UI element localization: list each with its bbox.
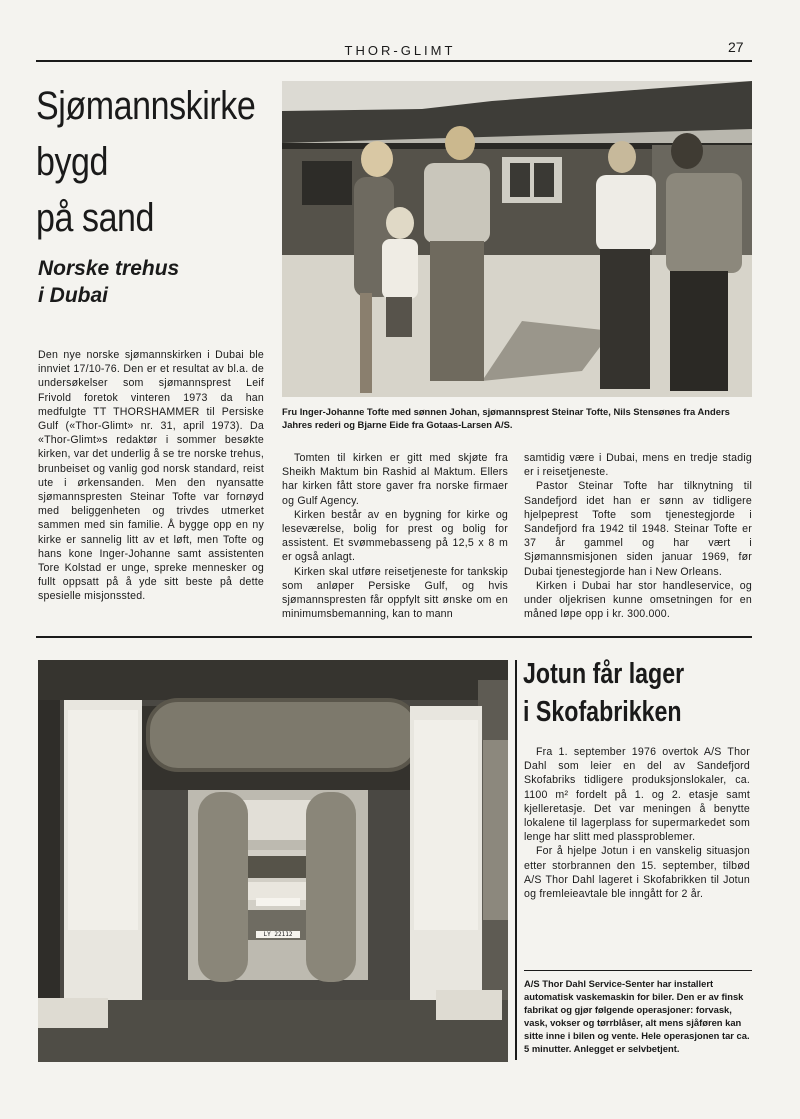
car-wash-photo [38,660,508,1062]
paragraph: Kirken i Dubai har stor handleservice, og under oljekrisen kunne omsetningen for en måned løpe opp i kr. 300.000. [524,579,752,621]
paragraph: Fra 1. september 1976 overtok A/S Thor Dahl som leier en del av Sandefjord Skofabriks tidligere produksjonslokaler, ca. 1100 m² fordelt på 1. og 2. etasje samt kjelleretasje. Det var meningen å benytte lokalene til lagerplass for supermarkedet som lenge har slitt med plassproblemer. [524,746,750,844]
church-photo-illustration [282,81,752,397]
running-header: THOR-GLIMT [344,43,456,58]
headline-line: i Skofabrikken [523,696,682,728]
paragraph: For å hjelpe Jotun i en vanskelig situasjon etter storbrannen den 15. september, tilbød A/S Thor Dahl lageret i Skofabrikken til Jotun og fremleieavtale ble inngått for 2 år. [524,845,750,901]
car-wash-illustration [38,660,508,1062]
header-rule [36,60,752,62]
paragraph: Den nye norske sjømannskirken i Dubai ble innviet 17/10-76. Den er et resultat av bl.a. de undersøkelser som sjømannsprest Leif Frivold foretok vinteren 1973 da han medfulgte TT THORSHAMMER til Persiske Gulf («Thor-Glimt» nr. 31, april 1973). Da «Thor-Glimt»s redaktør i sommer besøkte kirken, var det underlig å se tre norske trehus, brunbeiset og vanlig god norsk standard, reist ute i ørkensanden. Men den nyansatte sjømannspresten Steinar Tofte var fornøyd med beliggenheten og trivdes utmerket sammen med sin familie. Å bygge opp en ny kirke er sannelig litt av et løft, men Tofte og hans kone Inger-Johanne samt assistenten Tore Kolstad er unge, spreke mennesker og fullt oppsatt på å yde sitt beste på dette spesielle misjonssted. [38,349,264,603]
paragraph: Kirken skal utføre reisetjeneste for tankskip som anløper Persiske Gulf, og hvis sjømannspresten får oppfylt sitt ønske om en minimumsbemanning, kan to mann [282,565,508,621]
subheadline-line: i Dubai [38,284,109,307]
photo-caption: Fru Inger-Johanne Tofte med sønnen Johan, sjømannsprest Steinar Tofte, Nils Stensønes fra Anders Jahres rederi og Bjarne Eide fra Gotaas-Larsen A/S. [282,406,730,430]
paragraph: Kirken består av en bygning for kirke og leseværelse, bolig for prest og bolig for assistent. Et svømmebasseng på 12,5 x 8 m er også anlagt. [282,508,508,564]
headline-line: Jotun får lager [523,658,685,690]
article-headline-jotun [523,655,707,731]
article-headline [36,78,256,246]
article-subheadline [38,255,278,309]
church-group-photo [282,81,752,397]
section-divider [36,636,752,638]
article-body-jotun [524,745,750,901]
license-plate: LY 22112 [256,931,300,938]
paragraph: Tomten til kirken er gitt med skjøte fra Sheikh Maktum bin Rashid al Maktum. Ellers har kirken fått store gaver fra norske firmaer og Gulf Agency. [282,452,508,507]
page-number: 27 [728,39,744,55]
headline-line: Sjømannskirke [36,84,256,128]
caption-rule [524,970,752,971]
subheadline-line: Norske trehus [38,257,180,280]
paragraph: samtidig være i Dubai, mens en tredje stadig er i reisetjeneste. [524,452,752,479]
paragraph: Pastor Steinar Tofte har tilknytning til Sandefjord idet han er sønn av tidligere hjelpeprest Tofte som tjenestegjorde i Sandefjord fra 1942 til 1948. Steinar Tofte er 37 år gammel og har vært i Sjømannsmisjonen siden januar 1969, før Dubai tjenestegjorde han i New Orleans. [524,480,752,578]
photo-caption: A/S Thor Dahl Service-Senter har installert automatisk vaskemaskin for biler. Den er av finsk fabrikat og gjør følgende operasjoner: forvask, vask, vokser og tørrblåser, alt mens sjåføren kan sitte inne i bilen og vente. Hele operasjonen tar ca. 5 minutter. Anlegget er selvbetjent. [524,978,750,1054]
column-rule [515,660,517,1060]
headline-line: bygd [36,140,109,184]
article-column-3 [524,451,752,621]
article-column-1 [38,348,264,604]
headline-line: på sand [36,196,155,240]
article-column-2 [282,451,508,621]
